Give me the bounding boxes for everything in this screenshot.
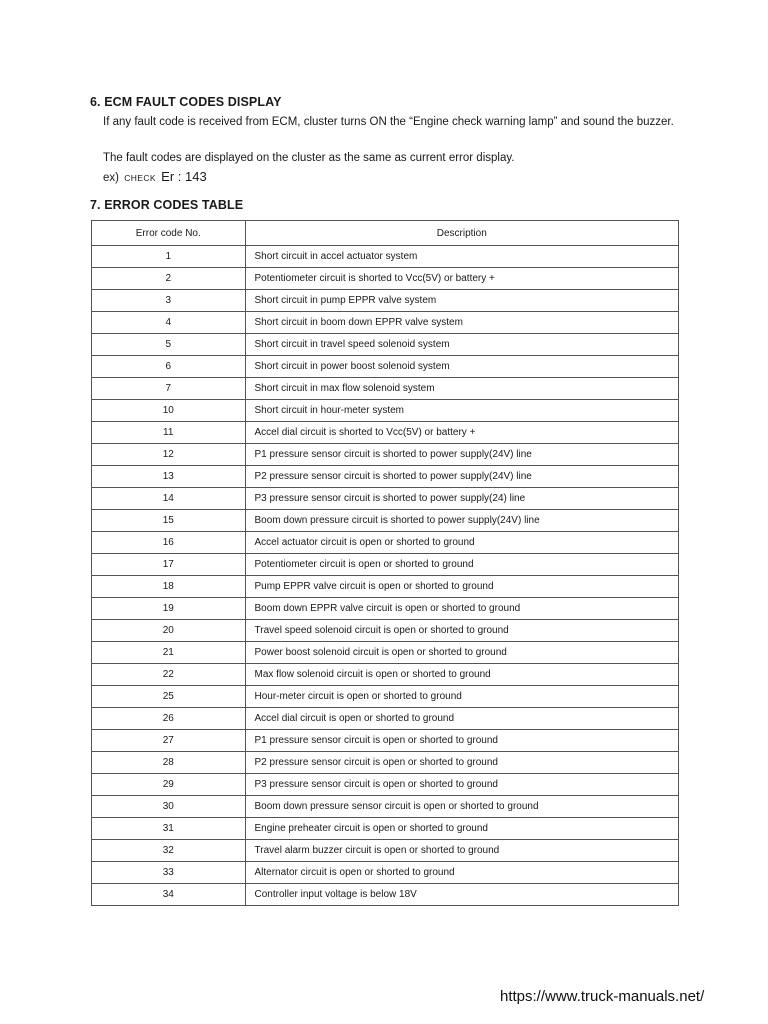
table-row [92,686,679,708]
section-7-title: 7. ERROR CODES TABLE [90,198,244,212]
description-cell: Power boost solenoid circuit is open or shorted to ground [245,642,679,664]
description-cell: Pump EPPR valve circuit is open or shorted to ground [245,576,679,598]
description-cell: P3 pressure sensor circuit is shorted to power supply(24) line [245,488,679,510]
example-prefix: ex) [103,172,119,184]
table-row [92,422,679,444]
table-body [92,246,679,906]
error-code-cell: 33 [92,862,246,884]
description-cell: Boom down EPPR valve circuit is open or shorted to ground [245,598,679,620]
table-row [92,884,679,906]
table-row [92,378,679,400]
section-6-example [103,168,703,187]
error-code-cell: 13 [92,466,246,488]
error-code-cell: 27 [92,730,246,752]
table-row [92,796,679,818]
description-cell: Max flow solenoid circuit is open or shorted to ground [245,664,679,686]
section-6-paragraph-2: The fault codes are displayed on the cluster as the same as current error display. [103,152,515,164]
error-code-cell: 2 [92,268,246,290]
description-cell: Short circuit in travel speed solenoid system [245,334,679,356]
error-code-cell: 11 [92,422,246,444]
error-code-cell: 16 [92,532,246,554]
description-cell: Short circuit in power boost solenoid system [245,356,679,378]
example-check-label: CHECK [124,173,156,183]
table-row [92,334,679,356]
error-code-cell: 20 [92,620,246,642]
table-row [92,510,679,532]
table-row [92,488,679,510]
table-row [92,708,679,730]
error-code-cell: 15 [92,510,246,532]
error-code-cell: 6 [92,356,246,378]
table-row [92,620,679,642]
error-code-cell: 18 [92,576,246,598]
table-row [92,356,679,378]
description-cell: Short circuit in pump EPPR valve system [245,290,679,312]
description-cell: Boom down pressure circuit is shorted to power supply(24V) line [245,510,679,532]
error-codes-table [91,220,679,906]
description-cell: Accel actuator circuit is open or shorted to ground [245,532,679,554]
description-cell: Short circuit in accel actuator system [245,246,679,268]
table-row [92,840,679,862]
error-code-cell: 34 [92,884,246,906]
description-cell: Travel alarm buzzer circuit is open or shorted to ground [245,840,679,862]
table-row [92,400,679,422]
description-cell: Potentiometer circuit is shorted to Vcc(5V) or battery + [245,268,679,290]
error-code-cell: 12 [92,444,246,466]
error-code-cell: 10 [92,400,246,422]
description-cell: Short circuit in boom down EPPR valve system [245,312,679,334]
error-code-cell: 1 [92,246,246,268]
table-row [92,642,679,664]
description-cell: P1 pressure sensor circuit is open or shorted to ground [245,730,679,752]
error-code-cell: 32 [92,840,246,862]
description-cell: P3 pressure sensor circuit is open or shorted to ground [245,774,679,796]
description-cell: Controller input voltage is below 18V [245,884,679,906]
table-row [92,290,679,312]
table-row [92,268,679,290]
error-code-cell: 14 [92,488,246,510]
table-row [92,752,679,774]
description-cell: Potentiometer circuit is open or shorted to ground [245,554,679,576]
description-cell: Engine preheater circuit is open or shorted to ground [245,818,679,840]
description-cell: Short circuit in max flow solenoid system [245,378,679,400]
table-row [92,312,679,334]
table-row [92,532,679,554]
header-description: Description [245,221,679,246]
error-code-cell: 5 [92,334,246,356]
table-row [92,598,679,620]
error-code-cell: 21 [92,642,246,664]
description-cell: P2 pressure sensor circuit is open or shorted to ground [245,752,679,774]
description-cell: P1 pressure sensor circuit is shorted to power supply(24V) line [245,444,679,466]
description-cell: Travel speed solenoid circuit is open or shorted to ground [245,620,679,642]
section-6-title: 6. ECM FAULT CODES DISPLAY [90,95,282,109]
error-code-cell: 4 [92,312,246,334]
section-6-paragraph-1: If any fault code is received from ECM, cluster turns ON the “Engine check warning lamp” and sound the buzzer. [103,116,674,128]
description-cell: Boom down pressure sensor circuit is open or shorted to ground [245,796,679,818]
header-error-code: Error code No. [92,221,246,246]
table-row [92,576,679,598]
table-row [92,466,679,488]
footer-url: https://www.truck-manuals.net/ [500,988,705,1005]
error-code-cell: 22 [92,664,246,686]
table-header-row [92,221,679,246]
description-cell: Accel dial circuit is open or shorted to ground [245,708,679,730]
table-row [92,444,679,466]
table-row [92,862,679,884]
description-cell: P2 pressure sensor circuit is shorted to power supply(24V) line [245,466,679,488]
table-row [92,246,679,268]
error-code-cell: 17 [92,554,246,576]
table-row [92,730,679,752]
table-row [92,774,679,796]
error-code-cell: 29 [92,774,246,796]
description-cell: Hour-meter circuit is open or shorted to ground [245,686,679,708]
description-cell: Accel dial circuit is shorted to Vcc(5V) or battery + [245,422,679,444]
error-code-cell: 31 [92,818,246,840]
table-row [92,818,679,840]
error-code-cell: 3 [92,290,246,312]
description-cell: Alternator circuit is open or shorted to ground [245,862,679,884]
error-code-cell: 25 [92,686,246,708]
error-code-cell: 19 [92,598,246,620]
error-code-cell: 28 [92,752,246,774]
table-row [92,554,679,576]
error-code-cell: 26 [92,708,246,730]
table-row [92,664,679,686]
error-code-cell: 30 [92,796,246,818]
description-cell: Short circuit in hour-meter system [245,400,679,422]
error-code-cell: 7 [92,378,246,400]
example-error-code: Er : 143 [161,169,207,184]
